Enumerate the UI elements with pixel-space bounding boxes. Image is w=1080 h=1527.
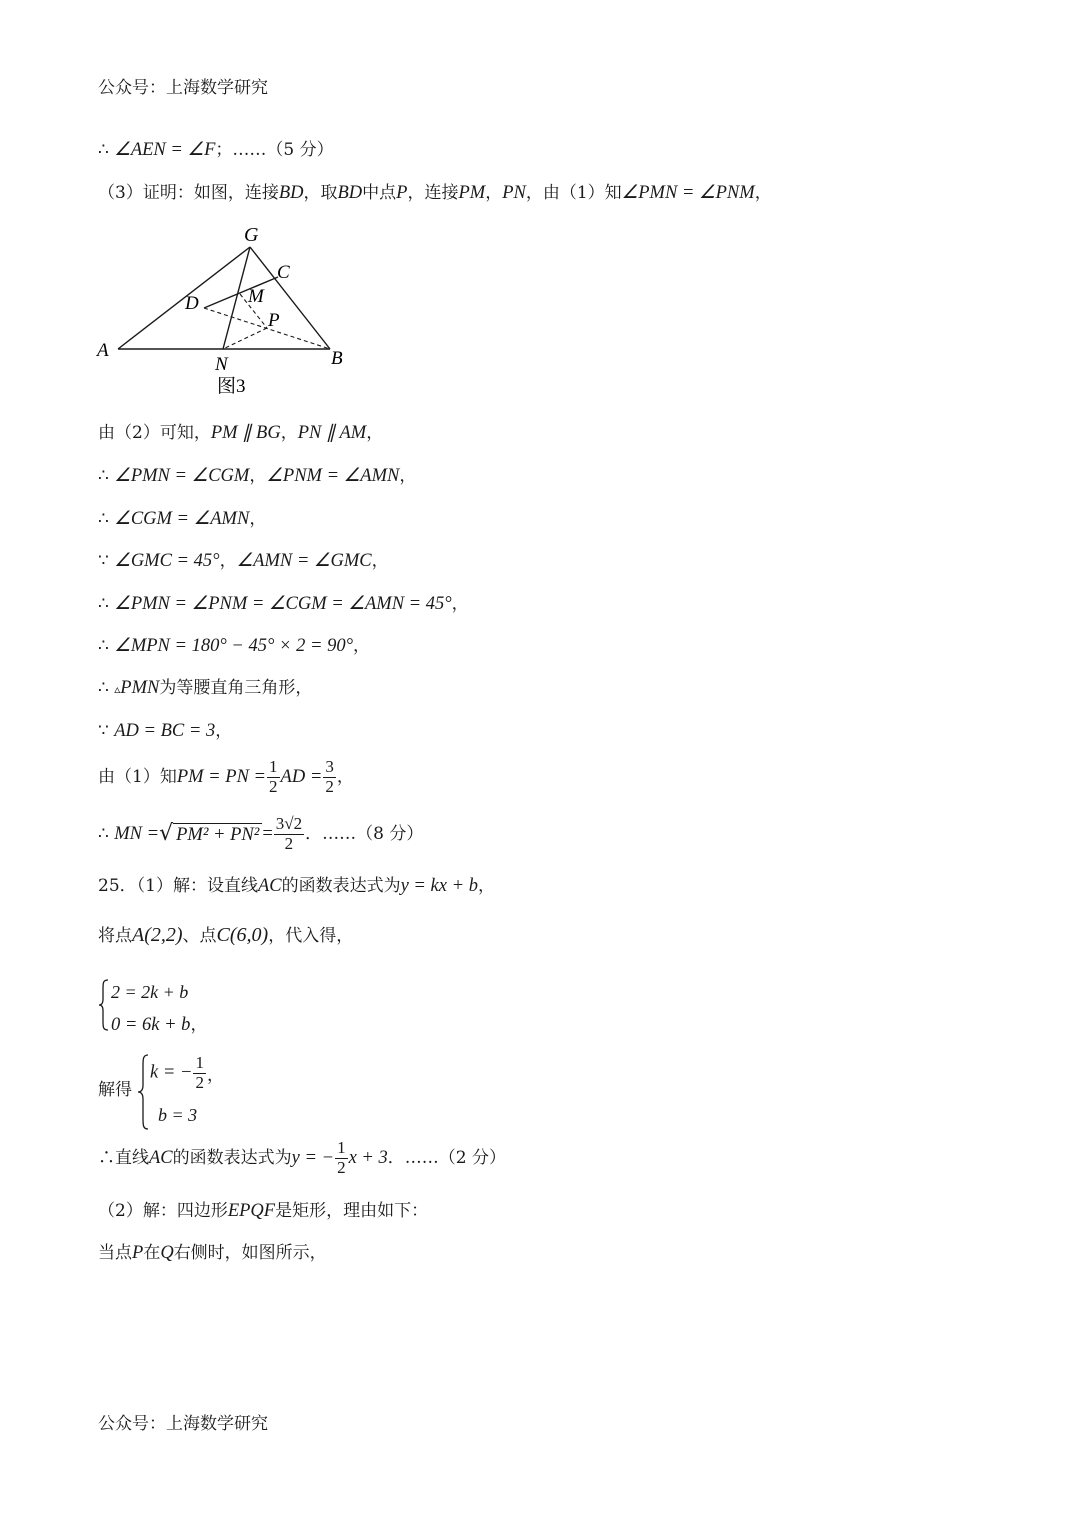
math-expression: x + 3 (348, 1148, 388, 1169)
math-expression: A(2,2) (132, 924, 183, 946)
fraction (335, 1139, 348, 1177)
symbol: ∵ (98, 721, 115, 741)
label-B: B (331, 348, 343, 369)
text-line (98, 184, 772, 203)
text-fragment: ， (336, 766, 354, 787)
text-line (98, 595, 469, 614)
text-fragment: ， (353, 636, 370, 656)
label-N: N (215, 354, 228, 375)
math-expression: AD = BC = 3 (114, 721, 216, 741)
math-expression: P (132, 1243, 144, 1263)
math-expression: ∠AMN = ∠GMC (236, 551, 372, 571)
segment-AG (118, 247, 250, 349)
geometry-figure (90, 220, 370, 400)
math-expression: ∠PNM = ∠AMN (266, 466, 400, 486)
math-expression: ∠AEN = ∠F (114, 140, 216, 160)
equation-row (150, 1054, 224, 1092)
text-fragment: ，由（1）知 (525, 183, 622, 203)
text-fragment: ．……（2 分） (387, 1147, 507, 1168)
left-brace-icon (98, 979, 110, 1031)
text-fragment: ， (190, 1015, 208, 1035)
text-fragment: 由（1）知 (98, 766, 177, 787)
text-fragment: ， (451, 594, 469, 614)
denominator: 2 (269, 776, 278, 796)
text-fragment: ， (215, 721, 233, 741)
equation-row: b = 3 (158, 1105, 198, 1125)
symbol: ∴ (98, 678, 115, 698)
text-fragment: ∴直线 (98, 1147, 149, 1168)
page-header: 公众号：上海数学研究 (98, 78, 268, 98)
math-expression: PM = PN = (176, 767, 267, 788)
text-fragment: ， (477, 876, 495, 896)
label-M: M (248, 286, 264, 307)
numerator: 1 (195, 1053, 204, 1072)
text-fragment: ， (371, 551, 389, 571)
text-fragment: ；……（5 分） (215, 140, 334, 160)
fraction (274, 815, 304, 853)
text-fragment: ， (280, 423, 298, 443)
symbol: ∴ (98, 823, 115, 844)
fraction (267, 758, 280, 796)
symbol: ∴ (98, 140, 115, 160)
math-expression: ∠MPN = 180° − 45° × 2 = 90° (114, 636, 353, 656)
text-line (98, 510, 266, 529)
text-fragment: ， (249, 466, 267, 486)
math-expression: PM ∥ BG (210, 423, 281, 443)
left-brace-icon (137, 1054, 150, 1130)
text-fragment: ， (754, 183, 772, 203)
text-fragment: 的函数表达式为 (172, 1147, 292, 1168)
text-fragment: ， (249, 509, 267, 529)
text-fragment: 为等腰直角三角形， (159, 678, 313, 698)
math-expression: AC (257, 876, 282, 896)
symbol: ∴ (98, 594, 115, 614)
equals-sign: = (262, 824, 273, 845)
text-fragment: ．……（8 分） (305, 823, 424, 844)
math-expression: BD (278, 183, 304, 203)
text-fragment: 是矩形，理由如下： (275, 1201, 429, 1221)
math-expression: EPQF (227, 1201, 276, 1221)
text-fragment: ，代入得， (268, 926, 354, 946)
numerator: 3√2 (275, 814, 303, 833)
symbol: ∴ (98, 636, 115, 656)
math-expression: C(6,0) (216, 924, 269, 946)
text-line (98, 467, 416, 486)
text-line (98, 815, 423, 853)
text-fragment: 中点 (362, 183, 397, 203)
text-line: 解得 (98, 1080, 132, 1100)
text-fragment: 由（2）可知， (98, 423, 211, 443)
label-G: G (244, 224, 259, 246)
math-expression: AC (149, 1148, 173, 1169)
math-expression: PMN (120, 678, 160, 698)
text-fragment: ， (399, 466, 417, 486)
denominator: 2 (195, 1072, 204, 1092)
text-fragment: ， (366, 423, 384, 443)
math-expression: AD = (280, 767, 323, 788)
math-expression: ∠GMC = 45° (114, 551, 220, 571)
text-fragment: ， (485, 183, 503, 203)
math-expression: ∠PMN = ∠CGM (114, 466, 250, 486)
triangle-symbol: ▵ (114, 682, 121, 696)
label-P: P (268, 310, 280, 331)
fraction (193, 1054, 206, 1092)
text-line (98, 141, 334, 160)
math-expression: ∠PMN = ∠PNM = ∠CGM = ∠AMN = 45° (114, 594, 452, 614)
figure-caption: 图3 (217, 376, 246, 397)
text-fragment: （2）解：四边形 (98, 1201, 228, 1221)
text-fragment: （3）证明：如图，连接 (98, 183, 279, 203)
math-expression: Q (160, 1243, 174, 1263)
text-line (98, 877, 495, 896)
math-expression: PN ∥ AM (297, 423, 367, 443)
math-expression: BD (337, 183, 363, 203)
text-line (98, 1139, 506, 1177)
numerator: 1 (337, 1138, 346, 1157)
dashed-PN (223, 328, 267, 349)
symbol: ∵ (98, 551, 115, 571)
math-expression: y = kx + b (400, 876, 478, 896)
math-expression: P (396, 183, 408, 203)
text-line (98, 552, 389, 571)
fraction (323, 758, 336, 796)
text-fragment: 25．（1）解：设直线 (98, 876, 258, 896)
text-line (98, 424, 383, 443)
math-expression: PN (502, 183, 526, 203)
text-fragment: ，取 (303, 183, 338, 203)
text-line (98, 1244, 327, 1263)
text-fragment: ， (219, 551, 237, 571)
radicand: PM² + PN² (173, 823, 262, 846)
equation-row: 2 = 2k + b (111, 982, 189, 1002)
text-fragment: ， (206, 1065, 224, 1086)
text-line (98, 758, 354, 796)
text-fragment: 的函数表达式为 (281, 876, 401, 896)
math-expression: y = − (291, 1148, 335, 1169)
text-fragment: 右侧时，如图所示， (173, 1243, 327, 1263)
label-A: A (97, 340, 109, 361)
sqrt-icon: √ (159, 820, 174, 846)
page-footer: 公众号：上海数学研究 (98, 1414, 268, 1434)
denominator: 2 (284, 833, 294, 853)
label-C: C (277, 262, 290, 283)
equation-row (111, 1010, 207, 1036)
text-fragment: 、点 (182, 926, 217, 946)
numerator: 3 (325, 757, 334, 776)
text-line (98, 1202, 428, 1221)
text-line (98, 679, 312, 698)
denominator: 2 (325, 776, 334, 796)
math-expression: k = − (150, 1062, 193, 1083)
math-expression: 0 = 6k + b (111, 1015, 191, 1035)
text-fragment: 将点 (98, 926, 132, 946)
numerator: 1 (269, 757, 278, 776)
math-expression: PM (458, 183, 486, 203)
math-expression: ∠PMN = ∠PNM (621, 183, 755, 203)
symbol: ∴ (98, 509, 115, 529)
text-line (98, 637, 370, 656)
math-expression: ∠CGM = ∠AMN (114, 509, 250, 529)
text-line (98, 925, 353, 945)
label-D: D (185, 293, 199, 314)
text-fragment: 在 (143, 1243, 161, 1263)
text-fragment: 当点 (98, 1243, 132, 1263)
denominator: 2 (337, 1157, 346, 1177)
symbol: ∴ (98, 466, 115, 486)
math-expression: MN = (114, 824, 160, 845)
text-line (98, 722, 232, 741)
text-fragment: ，连接 (407, 183, 459, 203)
